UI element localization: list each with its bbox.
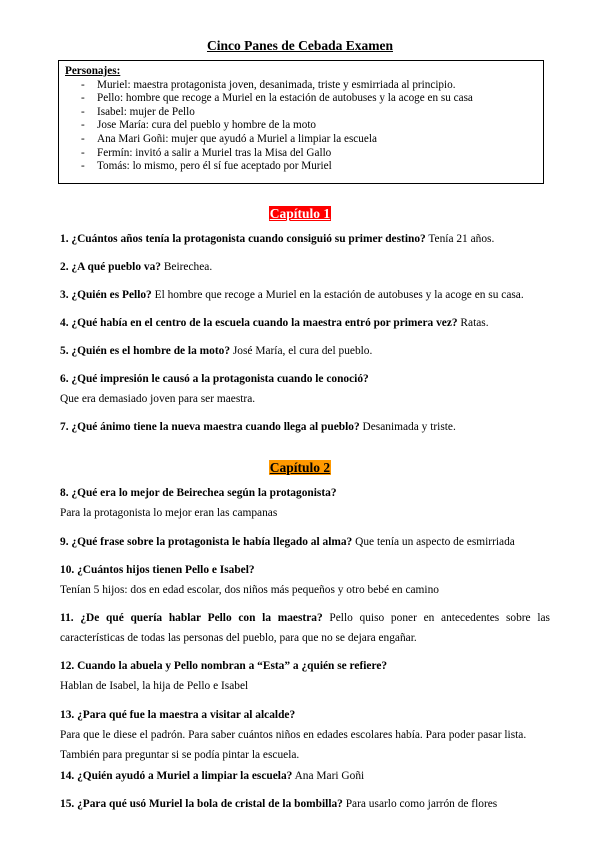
question-7: 7. ¿Qué ánimo tiene la nueva maestra cuando llega al pueblo? Desanimada y triste. [60,421,456,433]
character-item: - Ana Mari Goñi: mujer que ayudó a Muriel a limpiar la escuela [81,132,377,145]
question-3: 3. ¿Quién es Pello? El hombre que recoge a Muriel en la estación de autobuses y la acoge en su casa. [60,289,524,301]
question-4: 4. ¿Qué había en el centro de la escuela cuando la maestra entró por primera vez? Ratas. [60,317,489,329]
question-11: 11. ¿De qué quería hablar Pello con la maestra? Pello quiso poner en antecedentes sobre las características de todas las personas del pueblo, para que no se dejara engañar. [60,612,550,644]
question-12: 12. Cuando la abuela y Pello nombran a “Esta” a ¿quién se refiere? Hablan de Isabel, la hija de Pello e Isabel [60,660,388,692]
chapter-2-heading: Capítulo 2 [269,460,331,475]
question-13: 13. ¿Para qué fue la maestra a visitar al alcalde? Para que le diese el padrón. Para saber cuántos niños en edades escolares había. Para poder pasar lista. También para preguntar si se podía pintar la escuela. [60,709,527,761]
character-item: - Pello: hombre que recoge a Muriel en la estación de autobuses y la acoge en su casa [81,92,473,105]
question-15: 15. ¿Para qué usó Muriel la bola de cristal de la bombilla? Para usarlo como jarrón de flores [60,798,498,810]
question-5: 5. ¿Quién es el hombre de la moto? José María, el cura del pueblo. [60,345,373,357]
characters-list [65,79,537,174]
question-1: 1. ¿Cuántos años tenía la protagonista cuando consiguió su primer destino? Tenía 21 años. [60,233,495,245]
question-2: 2. ¿A qué pueblo va? Beirechea. [60,261,213,273]
character-item: - Tomás: lo mismo, pero él sí fue aceptado por Muriel [81,160,332,173]
character-item: - Jose María: cura del pueblo y hombre de la moto [81,119,317,132]
characters-heading: Personajes: [65,65,121,77]
character-item: - Fermín: invitó a salir a Muriel tras la Misa del Gallo [81,146,332,159]
chapter-1-heading: Capítulo 1 [269,206,331,221]
character-item: - Muriel: maestra protagonista joven, desanimada, triste y esmirriada al principio. [81,78,456,91]
question-9: 9. ¿Qué frase sobre la protagonista le había llegado al alma? Que tenía un aspecto de esmirriada [60,536,515,548]
question-6: 6. ¿Qué impresión le causó a la protagonista cuando le conoció? Que era demasiado joven para ser maestra. [60,373,369,405]
question-14: 14. ¿Quién ayudó a Muriel a limpiar la escuela? Ana Mari Goñi [60,770,365,782]
question-8: 8. ¿Qué era lo mejor de Beirechea según la protagonista? Para la protagonista lo mejor eran las campanas [60,487,337,519]
question-10: 10. ¿Cuántos hijos tienen Pello e Isabel? Tenían 5 hijos: dos en edad escolar, dos niños más pequeños y otro bebé en camino [60,564,439,596]
character-item: - Isabel: mujer de Pello [81,105,195,118]
characters-box [58,60,544,184]
document-title: Cinco Panes de Cebada Examen [206,38,393,53]
